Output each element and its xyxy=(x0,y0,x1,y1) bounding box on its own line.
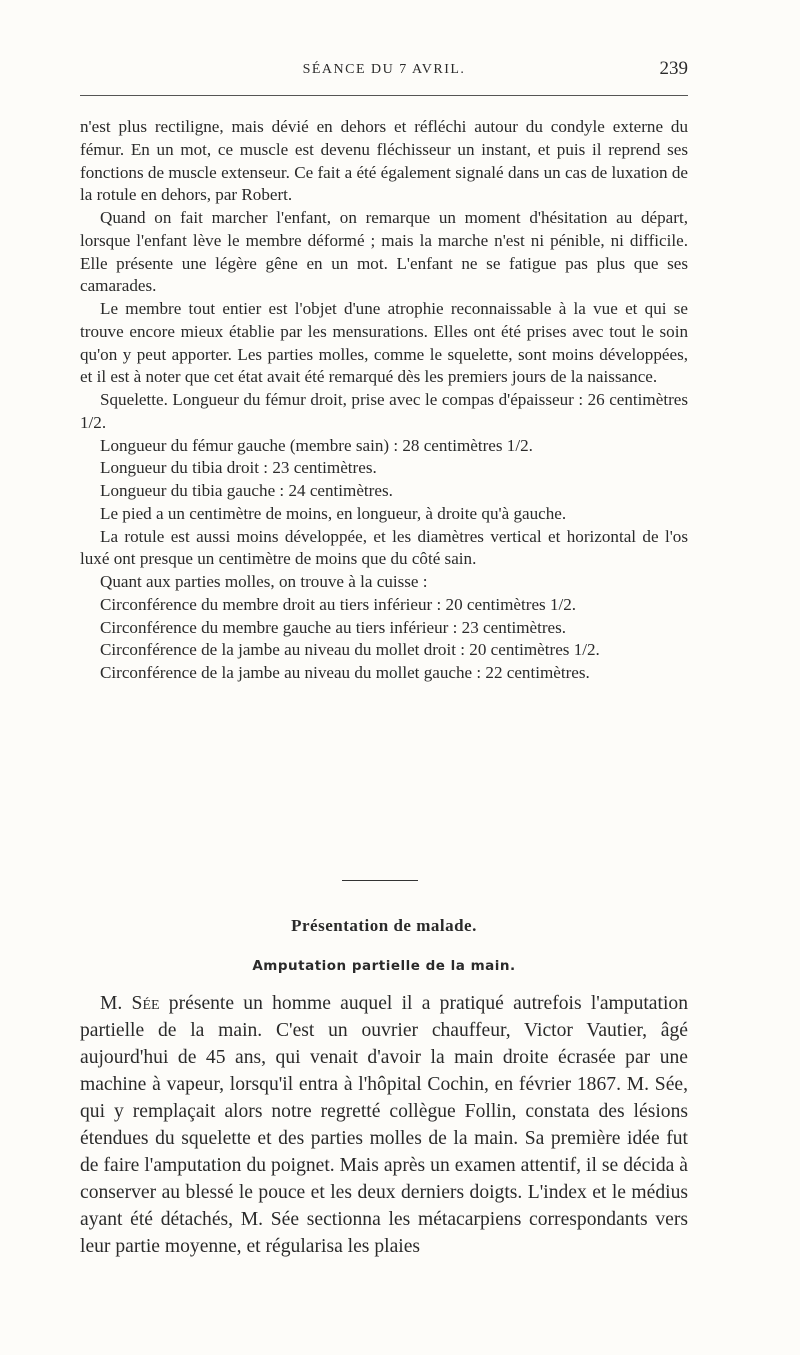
running-head: SÉANCE DU 7 AVRIL. xyxy=(302,62,466,77)
page-header xyxy=(80,58,688,88)
paragraph: Circonférence de la jambe au niveau du mollet droit : 20 centimètres 1/2. xyxy=(100,640,600,660)
paragraph: Le membre tout entier est l'objet d'une atrophie reconnaissable à la vue et qui se trouve encore mieux établie par les mensurations. Elles ont été prises avec tout le soin qu'on y peut apporter. Les parties molles, comme le squelette, sont moins développées, et il est à noter que cet état avait été remarqué dès les premiers jours de la naissance. xyxy=(80,299,688,387)
section-subtitle: Amputation partielle de la main. xyxy=(252,958,516,974)
paragraph: Circonférence du membre gauche au tiers inférieur : 23 centimètres. xyxy=(100,617,567,637)
section-separator xyxy=(342,880,418,881)
paragraph: Squelette. Longueur du fémur droit, prise avec le compas d'épaisseur : 26 centimètres 1/2. xyxy=(80,390,688,432)
paragraph: La rotule est aussi moins développée, et les diamètres vertical et horizontal de l'os luxé ont presque un centimètre de moins que du côté sain. xyxy=(80,526,688,569)
header-rule xyxy=(80,95,688,96)
paragraph: Quant aux parties molles, on trouve à la cuisse : xyxy=(100,572,428,591)
page xyxy=(80,58,688,1257)
body-text-large xyxy=(80,990,688,1260)
paragraph: Longueur du fémur gauche (membre sain) : 28 centimètres 1/2. xyxy=(100,435,533,455)
paragraph: Circonférence du membre droit au tiers inférieur : 20 centimètres 1/2. xyxy=(100,594,577,614)
speaker-name: M. Sée xyxy=(100,993,160,1014)
paragraph: Longueur du tibia droit : 23 centimètres. xyxy=(100,458,377,478)
page-number: 239 xyxy=(659,58,688,79)
paragraph-text: présente un homme auquel il a pratiqué autrefois l'amputation partielle de la main. C'est un ouvrier chauffeur, Victor Vautier, âgé aujourd'hui de 45 ans, qui venait d'avoir la main droite écrasée par une machine à vapeur, lorsqu'il entra à l'hôpital Cochin, en février 1867. M. Sée, qui y remplaçait alors notre regretté collègue Follin, constata des lésions étendues du squelette et des parties molles de la main. Sa première idée fut de faire l'amputation du poignet. Mais après un examen attentif, il se décida à conserver au blessé le pouce et les deux derniers doigts. L'index et le médius ayant été détachés, M. Sée sectionna les métacarpiens correspondants vers leur partie moyenne, et régularisa les plaies xyxy=(80,993,688,1257)
section-title: Présentation de malade. xyxy=(291,916,477,935)
body-text-small xyxy=(80,116,688,685)
paragraph: Quand on fait marcher l'enfant, on remarque un moment d'hésitation au départ, lorsque l'enfant lève le membre déformé ; mais la marche n'est ni pénible, ni difficile. Elle présente une légère gêne en un mot. L'enfant ne se fatigue pas plus que ses camarades. xyxy=(80,208,688,296)
paragraph: Circonférence de la jambe au niveau du mollet gauche : 22 centimètres. xyxy=(100,663,590,682)
paragraph: n'est plus rectiligne, mais dévié en dehors et réfléchi autour du condyle externe du fémur. En un mot, ce muscle est devenu fléchisseur un instant, et puis il reprend ses fonctions de muscle extenseur. Ce fait a été également signalé dans un cas de luxation de la rotule en dehors, par Robert. xyxy=(80,117,688,205)
paragraph: Le pied a un centimètre de moins, en longueur, à droite qu'à gauche. xyxy=(100,503,567,523)
paragraph xyxy=(80,990,688,1260)
paragraph: Longueur du tibia gauche : 24 centimètres. xyxy=(100,481,393,500)
